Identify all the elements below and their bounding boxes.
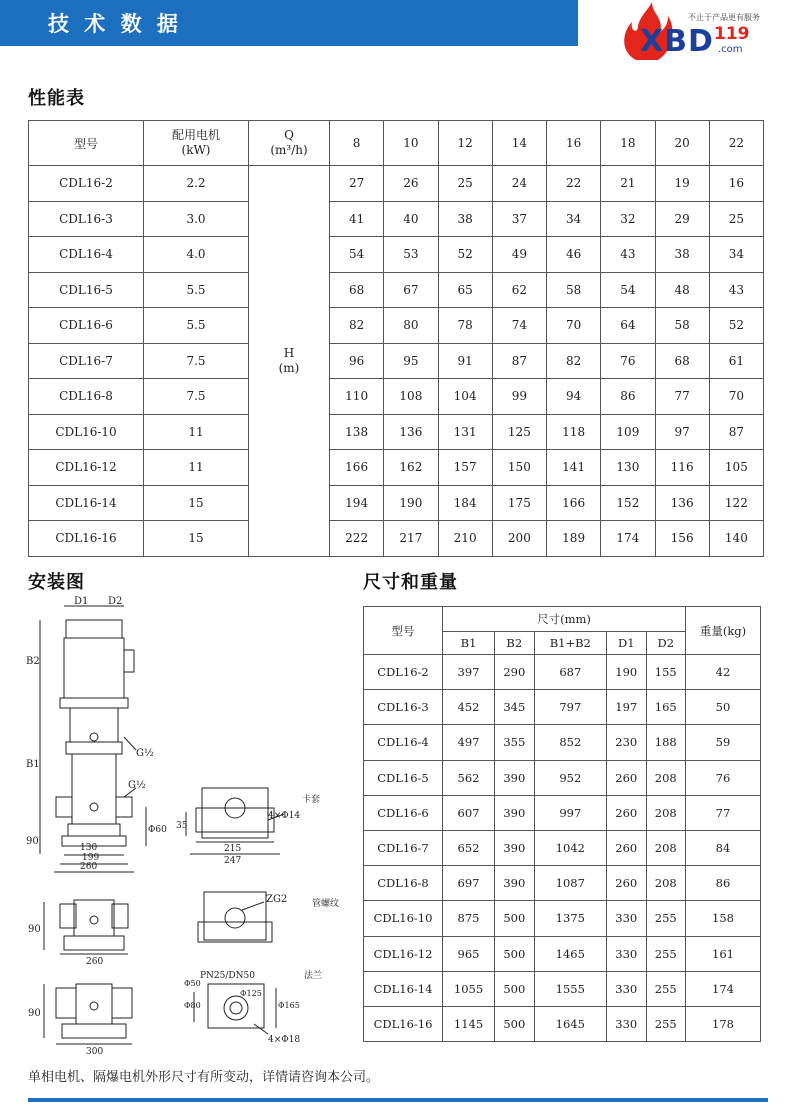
logo-brand: XBD	[640, 24, 714, 59]
head-cell: 194	[330, 485, 384, 521]
dim-weight-cell: 86	[686, 866, 761, 901]
performance-heading: 性能表	[28, 88, 85, 109]
head-cell: 16	[709, 166, 763, 202]
dim-value-cell: 500	[495, 971, 534, 1006]
head-cell: 138	[330, 414, 384, 450]
model-cell: CDL16-10	[29, 414, 144, 450]
head-cell: 46	[547, 237, 601, 273]
dim-model-cell: CDL16-5	[364, 760, 443, 795]
head-cell: 58	[547, 272, 601, 308]
dim-weight-cell: 158	[686, 901, 761, 936]
dim-weight-cell: 42	[686, 655, 761, 690]
dim-model-cell: CDL16-12	[364, 936, 443, 971]
dim-value-cell: 390	[495, 795, 534, 830]
dimensions-header-row	[364, 607, 761, 632]
table-row	[364, 830, 761, 865]
dim-value-cell: 452	[443, 690, 495, 725]
flow-header: 10	[384, 121, 438, 166]
dim-value-cell: 397	[443, 655, 495, 690]
head-cell: 21	[601, 166, 655, 202]
table-row	[29, 272, 764, 308]
label-phi80: Φ80	[184, 1001, 201, 1010]
dim-value-cell: 208	[646, 830, 685, 865]
dim-value-cell: 330	[607, 901, 646, 936]
table-row	[29, 343, 764, 379]
head-cell: 80	[384, 308, 438, 344]
dim-value-cell: 330	[607, 936, 646, 971]
dim-value-cell: 290	[495, 655, 534, 690]
h-label: H (m)	[249, 166, 330, 557]
table-row	[29, 237, 764, 273]
head-cell: 52	[709, 308, 763, 344]
model-cell: CDL16-7	[29, 343, 144, 379]
head-cell: 86	[601, 379, 655, 415]
head-cell: 166	[330, 450, 384, 486]
head-cell: 27	[330, 166, 384, 202]
footnote: 单相电机、隔爆电机外形尺寸有所变动，详情请咨询本公司。	[28, 1070, 380, 1085]
head-cell: 41	[330, 201, 384, 237]
label-w215: 215	[224, 844, 242, 854]
head-cell: 110	[330, 379, 384, 415]
table-row	[364, 1006, 761, 1041]
label-w260a: 260	[80, 862, 98, 872]
head-cell: 141	[547, 450, 601, 486]
dim-value-cell: 1145	[443, 1006, 495, 1041]
model-cell: CDL16-4	[29, 237, 144, 273]
head-cell: 48	[655, 272, 709, 308]
head-cell: 53	[384, 237, 438, 273]
install-heading: 安装图	[28, 572, 85, 593]
dimensions-table	[363, 606, 761, 1042]
head-cell: 136	[384, 414, 438, 450]
model-cell: CDL16-6	[29, 308, 144, 344]
table-row	[364, 936, 761, 971]
dim-value-cell: 607	[443, 795, 495, 830]
head-cell: 49	[492, 237, 546, 273]
dim-value-cell: 875	[443, 901, 495, 936]
table-row	[29, 166, 764, 202]
head-cell: 96	[330, 343, 384, 379]
head-cell: 189	[547, 521, 601, 557]
table-row	[29, 450, 764, 486]
dim-value-cell: 255	[646, 1006, 685, 1041]
head-cell: 82	[547, 343, 601, 379]
head-cell: 77	[655, 379, 709, 415]
flow-header: 16	[547, 121, 601, 166]
head-cell: 97	[655, 414, 709, 450]
head-cell: 217	[384, 521, 438, 557]
dim-value-cell: 500	[495, 936, 534, 971]
col-model: 型号	[29, 121, 144, 166]
dim-model-cell: CDL16-3	[364, 690, 443, 725]
head-cell: 38	[438, 201, 492, 237]
dim-value-cell: 255	[646, 971, 685, 1006]
head-cell: 25	[438, 166, 492, 202]
head-cell: 87	[709, 414, 763, 450]
head-cell: 87	[492, 343, 546, 379]
dim-col-weight: 重量(kg)	[686, 607, 761, 655]
dim-col-model: 型号	[364, 607, 443, 655]
table-row	[364, 725, 761, 760]
label-card: 卡套	[302, 795, 321, 805]
dim-value-cell: 1087	[534, 866, 607, 901]
dim-value-cell: 255	[646, 901, 685, 936]
table-row	[29, 521, 764, 557]
table-row	[364, 760, 761, 795]
table-row	[29, 485, 764, 521]
head-cell: 52	[438, 237, 492, 273]
table-row	[29, 414, 764, 450]
dim-sub-b1b2: B1+B2	[534, 632, 607, 655]
dimensions-heading: 尺寸和重量	[363, 572, 458, 593]
dim-weight-cell: 84	[686, 830, 761, 865]
head-cell: 70	[709, 379, 763, 415]
dim-col-size: 尺寸(mm)	[443, 607, 686, 632]
flow-header: 14	[492, 121, 546, 166]
label-w300: 300	[86, 1047, 104, 1057]
dim-value-cell: 390	[495, 866, 534, 901]
label-g1: G½	[136, 748, 154, 759]
label-b2: B2	[26, 656, 40, 667]
label-phi50: Φ50	[184, 979, 201, 988]
head-cell: 65	[438, 272, 492, 308]
motor-cell: 15	[144, 521, 249, 557]
dim-value-cell: 390	[495, 830, 534, 865]
page-title: 技 术 数 据	[48, 12, 182, 36]
motor-cell: 4.0	[144, 237, 249, 273]
dim-value-cell: 260	[607, 795, 646, 830]
dim-model-cell: CDL16-7	[364, 830, 443, 865]
dim-model-cell: CDL16-4	[364, 725, 443, 760]
dim-value-cell: 500	[495, 901, 534, 936]
head-cell: 68	[655, 343, 709, 379]
head-cell: 152	[601, 485, 655, 521]
dim-weight-cell: 76	[686, 760, 761, 795]
motor-cell: 11	[144, 414, 249, 450]
head-cell: 166	[547, 485, 601, 521]
head-cell: 210	[438, 521, 492, 557]
brand-logo	[618, 2, 768, 66]
head-cell: 95	[384, 343, 438, 379]
performance-table	[28, 120, 764, 557]
head-cell: 222	[330, 521, 384, 557]
dim-sub-b1: B1	[443, 632, 495, 655]
label-h90b: 90	[28, 924, 41, 935]
table-row	[29, 379, 764, 415]
dim-value-cell: 652	[443, 830, 495, 865]
head-cell: 116	[655, 450, 709, 486]
head-cell: 24	[492, 166, 546, 202]
dim-value-cell: 1465	[534, 936, 607, 971]
motor-cell: 7.5	[144, 379, 249, 415]
dim-value-cell: 797	[534, 690, 607, 725]
label-d1: D1	[74, 596, 89, 607]
head-cell: 74	[492, 308, 546, 344]
label-flange: 法兰	[304, 971, 323, 981]
dim-value-cell: 155	[646, 655, 685, 690]
dim-model-cell: CDL16-6	[364, 795, 443, 830]
installation-drawing	[24, 592, 354, 1057]
dim-value-cell: 208	[646, 866, 685, 901]
label-pn: PN25/DN50	[200, 971, 255, 981]
motor-cell: 11	[144, 450, 249, 486]
head-cell: 94	[547, 379, 601, 415]
dim-value-cell: 208	[646, 760, 685, 795]
dim-value-cell: 190	[607, 655, 646, 690]
head-cell: 43	[601, 237, 655, 273]
label-d2: D2	[108, 596, 123, 607]
dim-value-cell: 165	[646, 690, 685, 725]
head-cell: 58	[655, 308, 709, 344]
motor-cell: 2.2	[144, 166, 249, 202]
head-cell: 61	[709, 343, 763, 379]
logo-number: 119	[714, 24, 750, 44]
head-cell: 125	[492, 414, 546, 450]
dim-value-cell: 255	[646, 936, 685, 971]
dim-sub-b2: B2	[495, 632, 534, 655]
motor-cell: 5.5	[144, 272, 249, 308]
head-cell: 150	[492, 450, 546, 486]
logo-slogan-left: 不止于产品	[688, 13, 728, 22]
head-cell: 32	[601, 201, 655, 237]
dim-sub-d1: D1	[607, 632, 646, 655]
table-row	[364, 901, 761, 936]
dim-weight-cell: 174	[686, 971, 761, 1006]
footer-rule	[28, 1098, 768, 1102]
dim-value-cell: 197	[607, 690, 646, 725]
head-cell: 62	[492, 272, 546, 308]
model-cell: CDL16-2	[29, 166, 144, 202]
head-cell: 105	[709, 450, 763, 486]
label-pipe: 管螺纹	[312, 899, 340, 909]
dim-value-cell: 965	[443, 936, 495, 971]
col-motor: 配用电机 (kW)	[144, 121, 249, 166]
dim-value-cell: 1375	[534, 901, 607, 936]
motor-cell: 15	[144, 485, 249, 521]
model-cell: CDL16-5	[29, 272, 144, 308]
head-cell: 29	[655, 201, 709, 237]
label-w247: 247	[224, 856, 242, 866]
flow-header: 12	[438, 121, 492, 166]
dim-value-cell: 345	[495, 690, 534, 725]
logo-domain: .com	[718, 44, 743, 55]
head-cell: 34	[709, 237, 763, 273]
dim-weight-cell: 77	[686, 795, 761, 830]
dim-model-cell: CDL16-16	[364, 1006, 443, 1041]
dim-value-cell: 330	[607, 1006, 646, 1041]
head-cell: 109	[601, 414, 655, 450]
label-h35: 35	[176, 821, 188, 831]
head-cell: 76	[601, 343, 655, 379]
dim-value-cell: 997	[534, 795, 607, 830]
dim-value-cell: 562	[443, 760, 495, 795]
model-cell: CDL16-8	[29, 379, 144, 415]
head-cell: 64	[601, 308, 655, 344]
head-cell: 54	[601, 272, 655, 308]
label-phi165: Φ165	[278, 1001, 300, 1010]
head-cell: 118	[547, 414, 601, 450]
head-cell: 22	[547, 166, 601, 202]
dim-value-cell: 687	[534, 655, 607, 690]
label-bolt18: 4×Φ18	[268, 1035, 301, 1045]
motor-cell: 5.5	[144, 308, 249, 344]
dim-value-cell: 1645	[534, 1006, 607, 1041]
dim-value-cell: 390	[495, 760, 534, 795]
label-bolt14: 4×Φ14	[268, 811, 301, 821]
head-cell: 104	[438, 379, 492, 415]
head-cell: 34	[547, 201, 601, 237]
dim-value-cell: 1055	[443, 971, 495, 1006]
dim-weight-cell: 178	[686, 1006, 761, 1041]
col-q: Q (m³/h)	[249, 121, 330, 166]
head-cell: 190	[384, 485, 438, 521]
logo-slogan-right: 更有服务	[728, 13, 760, 22]
head-cell: 40	[384, 201, 438, 237]
head-cell: 99	[492, 379, 546, 415]
dim-value-cell: 188	[646, 725, 685, 760]
head-cell: 68	[330, 272, 384, 308]
model-cell: CDL16-12	[29, 450, 144, 486]
table-row	[364, 795, 761, 830]
dim-model-cell: CDL16-8	[364, 866, 443, 901]
motor-cell: 3.0	[144, 201, 249, 237]
head-cell: 140	[709, 521, 763, 557]
label-w260b: 260	[86, 957, 104, 967]
dim-sub-d2: D2	[646, 632, 685, 655]
label-zg2: ZG2	[266, 894, 288, 905]
dim-model-cell: CDL16-2	[364, 655, 443, 690]
model-cell: CDL16-3	[29, 201, 144, 237]
head-cell: 54	[330, 237, 384, 273]
dim-value-cell: 1555	[534, 971, 607, 1006]
head-cell: 70	[547, 308, 601, 344]
head-cell: 130	[601, 450, 655, 486]
label-w199: 199	[82, 853, 100, 863]
dim-value-cell: 697	[443, 866, 495, 901]
head-cell: 136	[655, 485, 709, 521]
dim-value-cell: 260	[607, 866, 646, 901]
flow-header: 8	[330, 121, 384, 166]
dim-value-cell: 208	[646, 795, 685, 830]
head-cell: 122	[709, 485, 763, 521]
table-row	[364, 971, 761, 1006]
head-cell: 67	[384, 272, 438, 308]
head-cell: 91	[438, 343, 492, 379]
dim-model-cell: CDL16-14	[364, 971, 443, 1006]
table-row	[364, 690, 761, 725]
head-cell: 162	[384, 450, 438, 486]
label-w130: 130	[80, 843, 98, 853]
dim-model-cell: CDL16-10	[364, 901, 443, 936]
dim-weight-cell: 50	[686, 690, 761, 725]
dim-value-cell: 330	[607, 971, 646, 1006]
label-phi125: Φ125	[240, 989, 262, 998]
label-h90c: 90	[28, 1008, 41, 1019]
table-row	[29, 201, 764, 237]
flow-header: 18	[601, 121, 655, 166]
flow-header: 22	[709, 121, 763, 166]
head-cell: 19	[655, 166, 709, 202]
flow-header: 20	[655, 121, 709, 166]
head-cell: 82	[330, 308, 384, 344]
table-row	[364, 655, 761, 690]
dim-value-cell: 260	[607, 760, 646, 795]
label-b1: B1	[26, 759, 40, 770]
dim-value-cell: 230	[607, 725, 646, 760]
dim-value-cell: 1042	[534, 830, 607, 865]
table-row	[364, 866, 761, 901]
head-cell: 156	[655, 521, 709, 557]
dim-value-cell: 260	[607, 830, 646, 865]
head-cell: 25	[709, 201, 763, 237]
dim-weight-cell: 59	[686, 725, 761, 760]
head-cell: 174	[601, 521, 655, 557]
dim-value-cell: 500	[495, 1006, 534, 1041]
label-g2: G½	[128, 780, 146, 791]
label-h90a: 90	[26, 836, 39, 847]
model-cell: CDL16-14	[29, 485, 144, 521]
dim-weight-cell: 161	[686, 936, 761, 971]
head-cell: 26	[384, 166, 438, 202]
head-cell: 184	[438, 485, 492, 521]
motor-cell: 7.5	[144, 343, 249, 379]
head-cell: 131	[438, 414, 492, 450]
label-phi60: Φ60	[148, 825, 167, 835]
head-cell: 78	[438, 308, 492, 344]
dim-value-cell: 952	[534, 760, 607, 795]
head-cell: 108	[384, 379, 438, 415]
head-cell: 38	[655, 237, 709, 273]
head-cell: 37	[492, 201, 546, 237]
head-cell: 43	[709, 272, 763, 308]
dim-value-cell: 852	[534, 725, 607, 760]
head-cell: 175	[492, 485, 546, 521]
head-cell: 157	[438, 450, 492, 486]
head-cell: 200	[492, 521, 546, 557]
table-row	[29, 308, 764, 344]
dim-value-cell: 497	[443, 725, 495, 760]
model-cell: CDL16-16	[29, 521, 144, 557]
dim-value-cell: 355	[495, 725, 534, 760]
performance-header-row	[29, 121, 764, 166]
